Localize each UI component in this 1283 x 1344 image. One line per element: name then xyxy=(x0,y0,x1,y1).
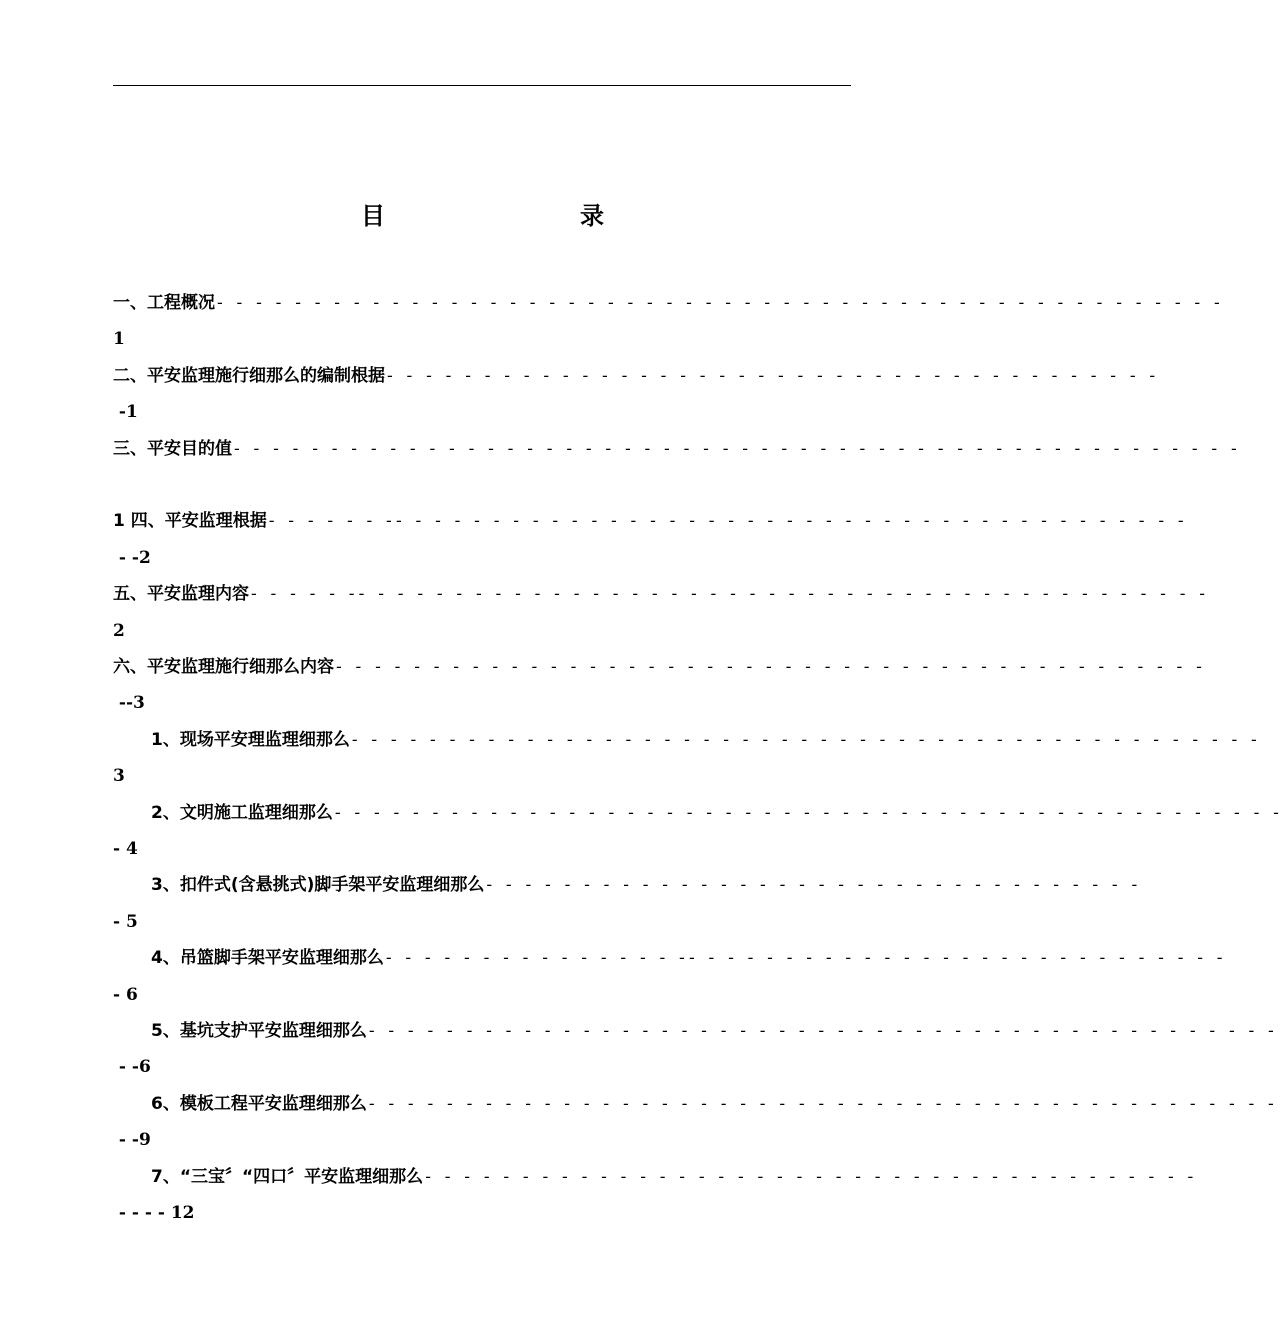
toc-leader-dashes: - - - - - - - - - - - - - - - - - - - - - - - - - - - - - - - - - - - - - - - - - - - - - - - xyxy=(368,1021,1278,1041)
toc-entry-label: 3、扣件式(含悬挑式)脚手架平安监理细那么 xyxy=(151,875,485,896)
title-char-1: 目 xyxy=(361,202,385,230)
toc-entry[interactable] xyxy=(113,1091,1278,1117)
toc-leader-dashes: - - - - - - - - - - - - - - - - - - - - - - - - - - - - - - - - - - - - - - - - - - - - - - - xyxy=(351,729,1261,750)
toc-leader-dashes: - - - - - - - - - - - - - - - - - - - - - - - - - - - - - - - - - - - - - - - - - - - - - - - - - - - - xyxy=(234,438,1241,459)
toc-page-number: 3 xyxy=(113,766,125,787)
toc-entry-label: 二、平安监理施行细那么的编制根据 xyxy=(113,365,385,386)
toc-entry-label: 7、“三宝〞“四口〞平安监理细那么 xyxy=(151,1166,424,1187)
toc-page-number: -1 xyxy=(113,402,138,423)
toc-entry[interactable] xyxy=(113,654,1207,680)
toc-entry[interactable] xyxy=(113,581,1210,607)
toc-entry-label: 三、平安目的值 xyxy=(113,438,232,459)
toc-entry-label: 5、基坑支护平安监理细那么 xyxy=(151,1021,367,1041)
toc-entry[interactable] xyxy=(113,508,1188,534)
toc-page-number: - 6 xyxy=(113,984,138,1005)
toc-entry-label: 一、工程概况 xyxy=(113,293,215,313)
toc-entry[interactable] xyxy=(113,872,1142,898)
toc-entry[interactable] xyxy=(113,727,1261,753)
toc-leader-dashes: - - - - - - - - - - - - - - - - - - - - - - - - - - - - - - - - - - - - - - - - - - - - - xyxy=(336,657,1207,677)
toc-leader-dashes: - - - - - - - - - - - - - - - - - - - - - - - - - - - - - - - - - - - - - - - - xyxy=(387,365,1160,386)
toc-entry[interactable] xyxy=(113,1164,1198,1190)
toc-entry[interactable] xyxy=(113,436,1241,462)
toc-page-number: 1 xyxy=(113,329,125,350)
toc-page-number: - 4 xyxy=(113,839,138,859)
toc-entry[interactable] xyxy=(113,1018,1278,1044)
toc-page-number: - -2 xyxy=(113,547,151,568)
toc-entry-label: 6、模板工程平安监理细那么 xyxy=(151,1093,367,1114)
toc-leader-dashes: - - - - - - - - - - - - - - - -- - - - - - - - - - - - - - - - - - - - - - - - - - - - xyxy=(385,948,1227,969)
toc-leader-dashes: - - - - - - - - - - - - - - - - - - - - - - - - - - - - - - - - - - - - - - - - - - - - - - - xyxy=(368,1093,1278,1114)
toc-entry-label: 2、文明施工监理细那么 xyxy=(151,802,333,823)
page-title xyxy=(0,196,950,236)
toc-leader-dashes: - - - - - - - - - - - - - - - - - - - - - - - - - - - - - - - - - - - - - - - - xyxy=(425,1166,1198,1187)
toc-entry-label: 1 四、平安监理根据 xyxy=(113,511,267,532)
toc-leader-dashes: - - - - - - - - - - - - - - - - - - - - - - - - - - - - - - - - - - xyxy=(486,875,1142,896)
toc-page-number: 2 xyxy=(113,620,125,641)
toc-entry-label: 五、平安监理内容 xyxy=(113,584,249,605)
toc-page-number: - 5 xyxy=(113,911,138,932)
toc-entry[interactable] xyxy=(113,363,1160,389)
toc-page-number: - -6 xyxy=(113,1057,151,1078)
toc-leader-dashes: - - - - - - - - - - - - - - - - - - - - - - - - - - - - - - - - - - - - - - - - - - - - - - - - - xyxy=(334,802,1283,823)
toc-entry[interactable] xyxy=(113,290,1224,316)
toc-page-number: - - - - 12 xyxy=(113,1203,195,1223)
toc-entry[interactable] xyxy=(113,945,1227,971)
toc-leader-dashes: - - - - - - -- - - - - - - - - - - - - - - - - - - - - - - - - - - - - - - - - - - - - - - - - xyxy=(268,511,1188,532)
toc-leader-dashes: - - - - - -- - - - - - - - - - - - - - - - - - - - - - - - - - - - - - - - - - - - - - - - - - - - xyxy=(251,584,1210,605)
header-rule xyxy=(113,85,851,86)
toc-page-number: - -9 xyxy=(113,1130,151,1151)
toc-leader-dashes: - - - - - - - - - - - - - - - - - - - - - - - - - - - - - - - - - - - - - - - - - - - - - - - - - - - - xyxy=(217,293,1224,313)
toc-entry-label: 六、平安监理施行细那么内容 xyxy=(113,657,334,677)
title-char-2: 录 xyxy=(580,202,604,230)
toc-page-number: --3 xyxy=(113,693,145,714)
toc-entry-label: 4、吊篮脚手架平安监理细那么 xyxy=(151,948,384,969)
toc-entry[interactable] xyxy=(113,800,1283,826)
toc-entry-label: 1、现场平安理监理细那么 xyxy=(151,729,350,750)
